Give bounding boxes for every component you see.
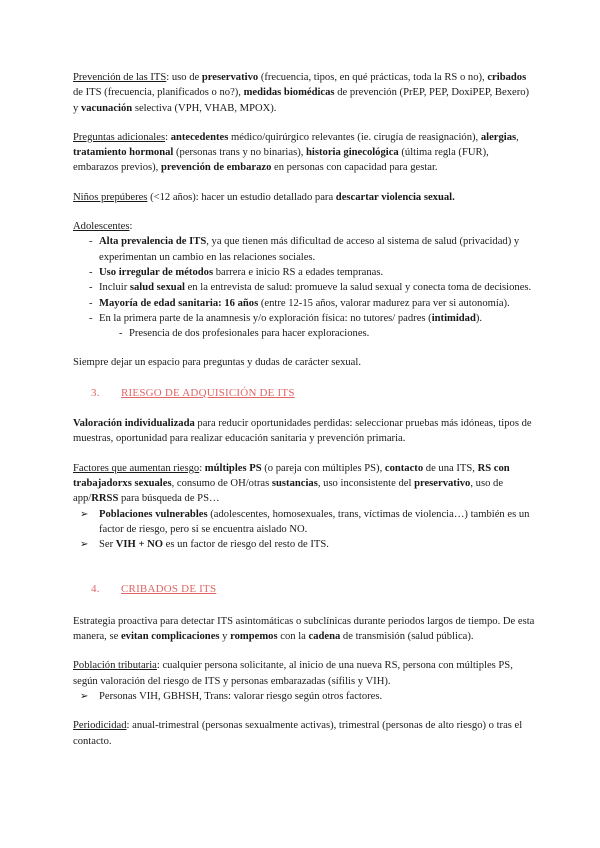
text: : uso de bbox=[166, 72, 202, 83]
bold-text: historia ginecológica bbox=[306, 147, 399, 159]
text: de prevención (PrEP, PEP, DoxiPEP, Bexero) y bbox=[73, 87, 530, 114]
bold-text: rompemos bbox=[230, 631, 278, 643]
text: de ITS (frecuencia, planificados o no?), bbox=[73, 87, 244, 99]
sub-list-item: - Presencia de dos profesionales para hacer exploraciones. bbox=[73, 326, 535, 341]
text: de una ITS, bbox=[423, 462, 478, 474]
preguntas-paragraph bbox=[73, 130, 535, 176]
ninos-paragraph bbox=[73, 190, 535, 205]
factores-paragraph bbox=[73, 461, 535, 507]
periodicidad-paragraph bbox=[73, 718, 535, 749]
adolescentes-sublist bbox=[73, 326, 535, 341]
text: , uso de app/ bbox=[73, 477, 504, 505]
text: (frecuencia, tipos, en qué prácticas, toda la RS o no), bbox=[258, 72, 488, 83]
bold-text: tratamiento hormonal bbox=[73, 147, 174, 159]
bold-text: múltiples PS bbox=[204, 462, 262, 474]
text: con la bbox=[277, 631, 309, 643]
section-number: 3. bbox=[91, 386, 100, 399]
text: En la primera parte de la anamnesis y/o exploración física: no tutores/ padres ( bbox=[99, 312, 432, 324]
ninos-label: Niños prepúberes bbox=[73, 191, 148, 203]
bold-text: alergias bbox=[480, 131, 517, 143]
bold-text: Mayoría de edad sanitaria: 16 años bbox=[99, 297, 259, 309]
section-title: RIESGO DE ADQUISICIÓN DE ITS bbox=[121, 386, 295, 399]
section-4-heading bbox=[73, 582, 535, 597]
bold-text: sustancias bbox=[271, 477, 318, 489]
siempre-paragraph: Siempre dejar un espacio para preguntas y dudas de carácter sexual. bbox=[73, 357, 361, 369]
bold-text: Uso irregular de métodos bbox=[99, 266, 214, 278]
valoracion-paragraph bbox=[73, 416, 535, 447]
document-page bbox=[73, 70, 535, 749]
bold-text: cribados bbox=[487, 72, 527, 83]
text: (adolescentes, homosexuales, trans, víctimas de violencia…) también es un factor de riesgo, pero si se encuentra aislado NO. bbox=[99, 508, 530, 535]
text: , consumo de OH/otras bbox=[171, 477, 272, 489]
text: selectiva (VPH, VHAB, MPOX). bbox=[132, 102, 277, 114]
bold-text: vacunación bbox=[80, 102, 133, 114]
adolescentes-list bbox=[73, 234, 535, 326]
text: : bbox=[165, 131, 171, 143]
bold-text: intimidad bbox=[431, 312, 476, 324]
text: (o pareja con múltiples PS), bbox=[261, 462, 385, 474]
bold-text: antecedentes bbox=[170, 131, 229, 143]
poblacion-list bbox=[73, 689, 535, 704]
text: : bbox=[199, 462, 205, 474]
text: de transmisión (salud pública). bbox=[340, 631, 474, 643]
text: (última regla (FUR), embarazos previos), bbox=[73, 147, 489, 174]
poblacion-paragraph bbox=[73, 658, 535, 689]
text: para búsqueda de PS… bbox=[118, 493, 220, 505]
text: (entre 12-15 años, valorar madurez para ver si autonomía). bbox=[258, 297, 510, 309]
arrow-list-item: ➢ Personas VIH, GBHSH, Trans: valorar riesgo según otros factores. bbox=[73, 689, 535, 704]
bold-text: preservativo bbox=[414, 477, 471, 489]
section-title: CRIBADOS DE ITS bbox=[121, 583, 217, 596]
text: para reducir oportunidades perdidas: seleccionar pruebas más idóneas, tipos de muestras, oportunidad para realizar educación sanitaria y prevención primaria. bbox=[73, 418, 532, 445]
preguntas-label: Preguntas adicionales bbox=[73, 131, 166, 143]
text: (personas trans y no binarias), bbox=[173, 147, 307, 159]
text: es un factor de riesgo del resto de ITS. bbox=[163, 539, 329, 551]
bold-text: prevención de embarazo bbox=[160, 162, 272, 174]
section-3-heading bbox=[73, 386, 535, 401]
bold-text: contacto bbox=[384, 462, 424, 474]
bold-text: Alta prevalencia de ITS bbox=[99, 236, 207, 248]
text: Ser bbox=[99, 539, 116, 551]
bold-text: RRSS bbox=[91, 493, 119, 505]
text: : cualquier persona solicitante, al inicio de una nueva RS, persona con múltiples PS, según valoración del riesgo de ITS y personas embarazadas (sífilis y VIH). bbox=[73, 660, 513, 687]
bold-text: descartar violencia sexual. bbox=[335, 191, 455, 203]
list-item bbox=[73, 265, 535, 280]
text: barrera e inicio RS a edades tempranas. bbox=[213, 266, 384, 278]
arrow-list-item bbox=[73, 537, 535, 552]
text: , uso inconsistente del bbox=[317, 477, 415, 489]
list-item bbox=[73, 311, 535, 326]
bold-text: Valoración individualizada bbox=[73, 418, 195, 430]
periodicidad-label: Periodicidad bbox=[73, 720, 127, 732]
text: en personas con capacidad para gestar. bbox=[271, 162, 438, 174]
text: : bbox=[129, 221, 133, 233]
bold-text: Poblaciones vulnerables bbox=[99, 508, 208, 520]
prevencion-label: Prevención de las ITS bbox=[73, 72, 167, 83]
bold-text: cadena bbox=[308, 631, 341, 643]
list-item bbox=[73, 296, 535, 311]
list-item bbox=[73, 234, 535, 265]
estrategia-paragraph bbox=[73, 614, 535, 645]
bold-text: evitan complicaciones bbox=[120, 631, 220, 643]
text: Incluir bbox=[99, 282, 130, 294]
factores-list bbox=[73, 507, 535, 553]
arrow-list-item bbox=[73, 507, 535, 538]
bold-text: medidas biomédicas bbox=[243, 87, 335, 99]
factores-label: Factores que aumentan riesgo bbox=[73, 462, 200, 474]
text: , ya que tienen más dificultad de acceso al sistema de salud (privacidad) y experimentan un cambio en las relaciones sociales. bbox=[99, 236, 520, 263]
text: Estrategia proactiva para detectar ITS asintomáticas o subclínicas durante periodos largos de tiempo. De esta manera, se bbox=[73, 615, 535, 643]
list-item bbox=[73, 280, 535, 295]
text: , bbox=[516, 131, 519, 143]
bold-text: RS con trabajadorxs sexuales bbox=[73, 462, 510, 489]
bold-text: salud sexual bbox=[129, 282, 185, 294]
bold-text: VIH + NO bbox=[115, 539, 164, 551]
adolescentes-label-line bbox=[73, 219, 535, 234]
poblacion-label: Población tributaria bbox=[73, 660, 157, 672]
adolescentes-label: Adolescentes bbox=[73, 221, 130, 233]
text: y bbox=[219, 631, 231, 643]
text: médico/quirúrgico relevantes (ie. cirugía de reasignación), bbox=[228, 131, 481, 143]
text: : anual-trimestral (personas sexualmente activas), trimestral (personas de alto riesgo) o tras el contacto. bbox=[73, 720, 523, 747]
prevencion-paragraph bbox=[73, 70, 535, 116]
section-number: 4. bbox=[91, 583, 100, 596]
text: en la entrevista de salud: promueve la salud sexual y conecta toma de decisiones. bbox=[184, 282, 532, 294]
bold-text: preservativo bbox=[201, 72, 259, 83]
text: ). bbox=[475, 312, 483, 324]
text: (<12 años): hacer un estudio detallado para bbox=[147, 191, 336, 203]
